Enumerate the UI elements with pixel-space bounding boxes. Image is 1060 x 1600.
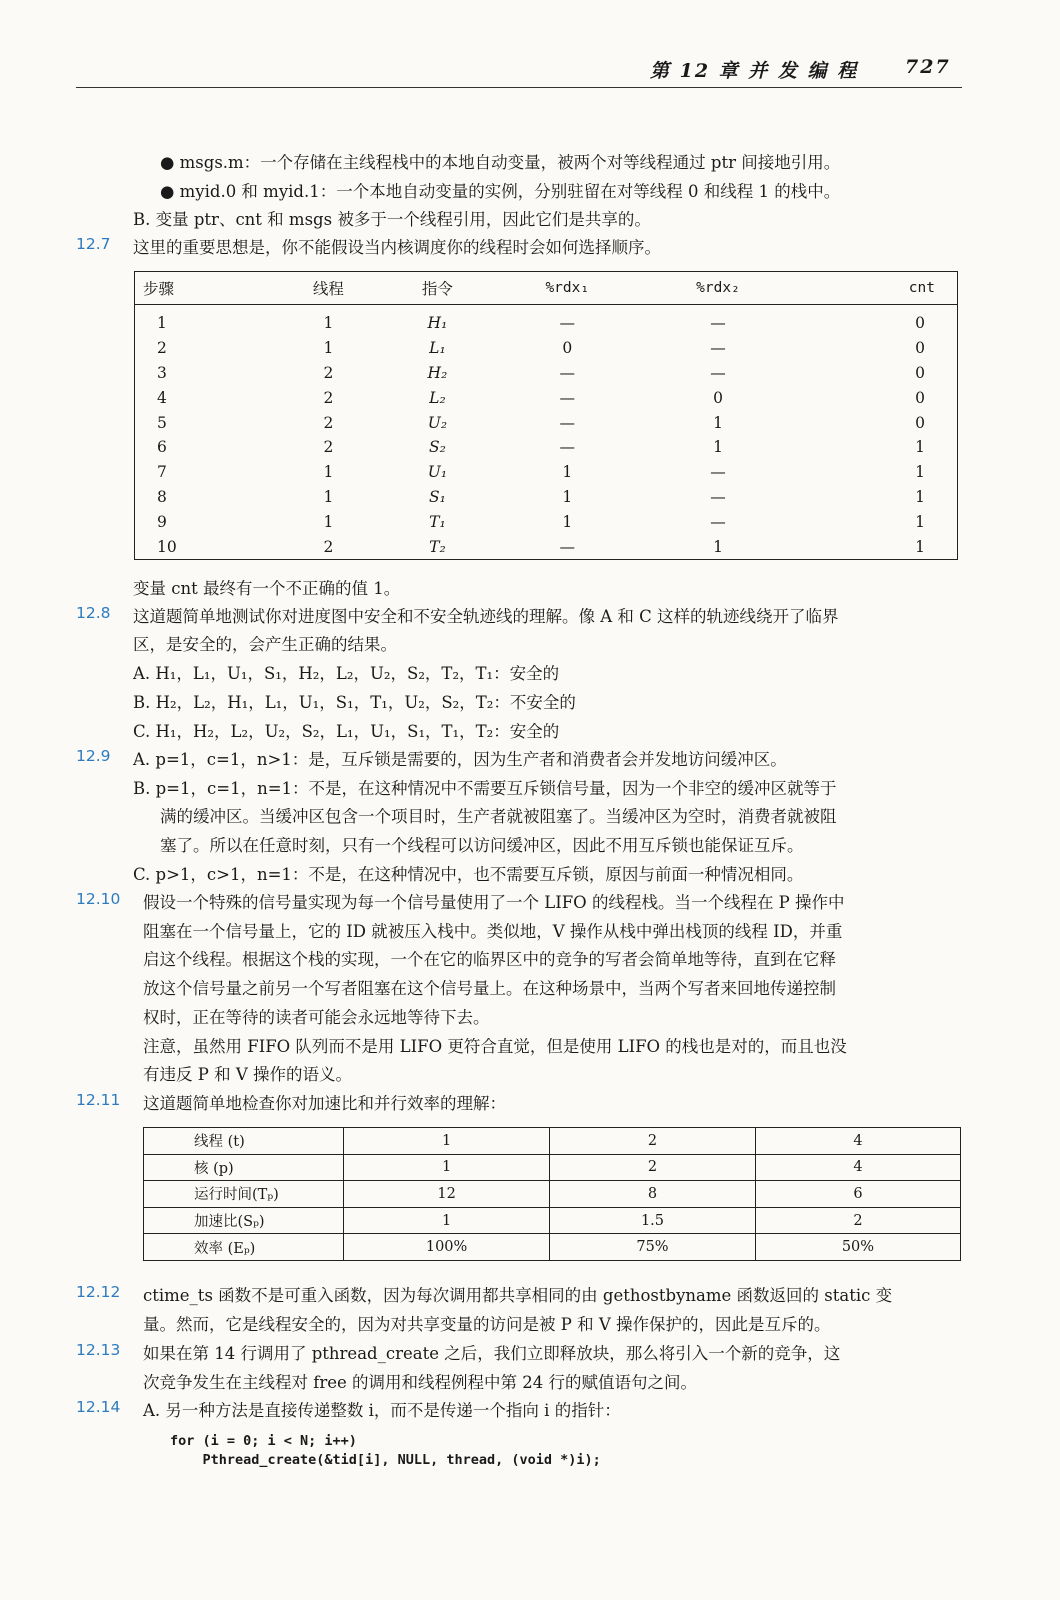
table-cell: —: [559, 438, 576, 457]
header-rule: [76, 87, 962, 88]
table-cell: 3: [157, 363, 167, 382]
table-cell: 0: [915, 363, 925, 382]
problem-number: 12.7: [76, 235, 111, 253]
table-cell: 1: [915, 463, 925, 482]
problem-text: 量。然而，它是线程安全的，因为对共享变量的访问是被 P 和 V 操作保护的，因此是互斥的。: [143, 1315, 831, 1334]
table-row: [135, 385, 958, 410]
page-number: 727: [905, 56, 951, 78]
table-cell: 线程 (t): [144, 1128, 344, 1155]
bullet-myid: ● myid.0 和 myid.1：一个本地自动变量的实例，分别驻留在对等线程 0 和线程 1 的栈中。: [160, 182, 841, 201]
table-row: [144, 1207, 961, 1234]
problem-text: 启这个线程。根据这个栈的实现，一个在它的临界区中的竞争的写者会简单地等待，直到在它释: [143, 950, 836, 969]
table-cell: 0: [562, 339, 573, 358]
table-cell: 6: [157, 438, 167, 457]
table-cell: 6: [755, 1181, 960, 1208]
problem-number: 12.11: [76, 1091, 121, 1109]
table-cell: 2: [755, 1207, 960, 1234]
table-cell: 8: [157, 487, 167, 506]
table-cell: 9: [157, 512, 167, 531]
problem-text: 放这个信号量之前另一个写者阻塞在这个信号量上。在这种场景中，当两个写者来回地传递控制: [143, 979, 836, 998]
table-cell: 效率 (Eₚ): [144, 1234, 344, 1261]
cnt-note: 变量 cnt 最终有一个不正确的值 1。: [133, 579, 401, 598]
table-cell: 50%: [755, 1234, 960, 1261]
table-cell: —: [710, 363, 726, 382]
problem-text: 区，是安全的，会产生正确的结果。: [133, 635, 397, 654]
table-cell: 1: [323, 339, 334, 358]
table-row: [135, 460, 958, 485]
table-cell: S₂: [429, 438, 446, 457]
answer-b-cont: 满的缓冲区。当缓冲区包含一个项目时，生产者就被阻塞了。当缓冲区为空时，消费者就被阻: [160, 807, 837, 826]
table-cell: T₁: [429, 512, 446, 531]
table-cell: 1: [915, 537, 925, 556]
problem-text: 假设一个特殊的信号量实现为每一个信号量使用了一个 LIFO 的线程栈。当一个线程在 P 操作中: [143, 893, 845, 912]
table-cell: 10: [157, 537, 177, 556]
table-row: [144, 1128, 961, 1155]
table-cell: L₂: [429, 388, 446, 407]
trajectory-a: A. H₁，L₁，U₁，S₁，H₂，L₂，U₂，S₂，T₂，T₁：安全的: [133, 664, 560, 683]
answer-c: C. p>1，c>1，n=1：不是，在这种情况中，也不需要互斥锁，原因与前面一种情况相同。: [133, 865, 804, 884]
table-cell: —: [559, 413, 576, 432]
table-cell: 2: [323, 388, 334, 407]
problem-text: 阻塞在一个信号量上，它的 ID 就被压入栈中。类似地，V 操作从栈中弹出栈顶的线程 ID，并重: [143, 922, 843, 941]
table-cell: 2: [323, 413, 334, 432]
table-header: %rdx₂: [643, 272, 794, 305]
table-cell: 核 (p): [144, 1154, 344, 1181]
table-row: [135, 485, 958, 510]
table-header: 指令: [383, 272, 492, 305]
table-cell: 1.5: [550, 1207, 756, 1234]
table-cell: 2: [550, 1154, 756, 1181]
table-cell: 1: [562, 463, 573, 482]
trace-table: [134, 271, 958, 560]
table-cell: H₁: [427, 314, 448, 333]
problem-number: 12.10: [76, 890, 121, 908]
table-cell: 1: [344, 1154, 550, 1181]
table-cell: 1: [713, 438, 723, 457]
problem-text: 次竞争发生在主线程对 free 的调用和线程例程中第 24 行的赋值语句之间。: [143, 1373, 697, 1392]
table-cell: —: [710, 512, 726, 531]
table-cell: —: [559, 537, 576, 556]
bullet-msgs: ● msgs.m：一个存储在主线程栈中的本地自动变量，被两个对等线程通过 ptr 间接地引用。: [160, 153, 841, 172]
table-row: [144, 1154, 961, 1181]
code-line: for (i = 0; i < N; i++): [170, 1433, 357, 1449]
table-cell: 1: [323, 314, 334, 333]
table-cell: 1: [157, 314, 167, 333]
problem-text: 如果在第 14 行调用了 pthread_create 之后，我们立即释放块，那么将引入一个新的竞争，这: [143, 1344, 841, 1363]
table-header: 步骤: [135, 272, 274, 305]
table-cell: 0: [915, 339, 925, 358]
table-header: cnt: [793, 272, 957, 305]
table-header: %rdx₁: [492, 272, 643, 305]
table-cell: 12: [344, 1181, 550, 1208]
table-cell: —: [710, 487, 726, 506]
table-cell: 0: [915, 314, 925, 333]
table-cell: 8: [550, 1181, 756, 1208]
answer-a: A. p=1，c=1，n>1：是，互斥锁是需要的，因为生产者和消费者会并发地访问缓冲区。: [133, 750, 787, 769]
table-cell: U₂: [427, 413, 448, 432]
problem-text: A. 另一种方法是直接传递整数 i，而不是传递一个指向 i 的指针：: [143, 1401, 621, 1420]
table-cell: 4: [755, 1128, 960, 1155]
problem-number: 12.8: [76, 604, 111, 622]
table-cell: —: [559, 363, 576, 382]
problem-number: 12.13: [76, 1341, 121, 1359]
answer-b: B. 变量 ptr、cnt 和 msgs 被多于一个线程引用，因此它们是共享的。: [133, 210, 651, 229]
table-cell: —: [710, 463, 726, 482]
table-cell: T₂: [429, 537, 446, 556]
trajectory-c: C. H₁，H₂，L₂，U₂，S₂，L₁，U₁，S₁，T₁，T₂：安全的: [133, 722, 560, 741]
problem-number: 12.14: [76, 1398, 121, 1416]
table-cell: —: [559, 388, 576, 407]
table-row: [144, 1234, 961, 1261]
table-cell: 0: [915, 413, 925, 432]
table-cell: 1: [344, 1128, 550, 1155]
table-row: [135, 336, 958, 361]
table-cell: L₁: [429, 339, 446, 358]
table-row: [144, 1181, 961, 1208]
table-row: [135, 534, 958, 559]
table-cell: 5: [157, 413, 167, 432]
table-cell: 1: [344, 1207, 550, 1234]
table-row: [135, 509, 958, 534]
problem-text: 这道题简单地检查你对加速比和并行效率的理解：: [143, 1094, 506, 1113]
problem-text: 权时，正在等待的读者可能会永远地等待下去。: [143, 1008, 490, 1027]
table-cell: 1: [713, 413, 723, 432]
code-line: Pthread_create(&tid[i], NULL, thread, (void *)i);: [170, 1452, 601, 1468]
problem-text: 这道题简单地测试你对进度图中安全和不安全轨迹线的理解。像 A 和 C 这样的轨迹线绕开了临界: [133, 607, 839, 626]
table-cell: 4: [755, 1154, 960, 1181]
speedup-table: [143, 1127, 961, 1261]
problem-number: 12.9: [76, 747, 111, 765]
table-cell: 2: [323, 363, 334, 382]
trajectory-b: B. H₂，L₂，H₁，L₁，U₁，S₁，T₁，U₂，S₂，T₂：不安全的: [133, 693, 576, 712]
table-cell: 2: [323, 537, 334, 556]
table-row: [135, 305, 958, 336]
table-cell: S₁: [429, 487, 446, 506]
table-cell: 2: [323, 438, 334, 457]
table-cell: 1: [562, 487, 573, 506]
problem-text: ctime_ts 函数不是可重入函数，因为每次调用都共享相同的由 gethostbyname 函数返回的 static 变: [143, 1286, 893, 1305]
problem-text: 注意，虽然用 FIFO 队列而不是用 LIFO 更符合直觉，但是使用 LIFO 的栈也是对的，而且也没: [143, 1037, 847, 1056]
table-cell: 运行时间(Tₚ): [144, 1181, 344, 1208]
table-cell: 7: [157, 463, 167, 482]
table-cell: 加速比(Sₚ): [144, 1207, 344, 1234]
table-cell: 1: [915, 512, 925, 531]
table-cell: 1: [323, 487, 334, 506]
chapter-header: 第 12 章 并 发 编 程: [650, 60, 859, 82]
table-cell: —: [559, 314, 576, 333]
table-row: [135, 361, 958, 386]
problem-text: 有违反 P 和 V 操作的语义。: [143, 1065, 352, 1084]
table-cell: 1: [323, 512, 334, 531]
table-cell: 100%: [344, 1234, 550, 1261]
table-cell: 4: [157, 388, 167, 407]
table-row: [135, 435, 958, 460]
answer-b-cont: 塞了。所以在任意时刻，只有一个线程可以访问缓冲区，因此不用互斥锁也能保证互斥。: [160, 836, 804, 855]
table-cell: 1: [713, 537, 723, 556]
table-cell: H₂: [427, 363, 448, 382]
table-cell: 2: [550, 1128, 756, 1155]
table-cell: 1: [323, 463, 334, 482]
problem-text: 这里的重要思想是，你不能假设当内核调度你的线程时会如何选择顺序。: [133, 238, 661, 257]
table-cell: 1: [915, 487, 925, 506]
table-cell: 1: [562, 512, 573, 531]
table-cell: 0: [915, 388, 925, 407]
table-header: 线程: [274, 272, 383, 305]
table-cell: 1: [915, 438, 925, 457]
table-row: [135, 410, 958, 435]
table-cell: U₁: [427, 463, 448, 482]
problem-number: 12.12: [76, 1283, 121, 1301]
table-cell: 2: [157, 339, 167, 358]
table-cell: 0: [713, 388, 723, 407]
table-cell: —: [710, 339, 726, 358]
answer-b: B. p=1，c=1，n=1：不是，在这种情况中不需要互斥锁信号量，因为一个非空的缓冲区就等于: [133, 779, 837, 798]
table-cell: 75%: [550, 1234, 756, 1261]
table-cell: —: [710, 314, 726, 333]
